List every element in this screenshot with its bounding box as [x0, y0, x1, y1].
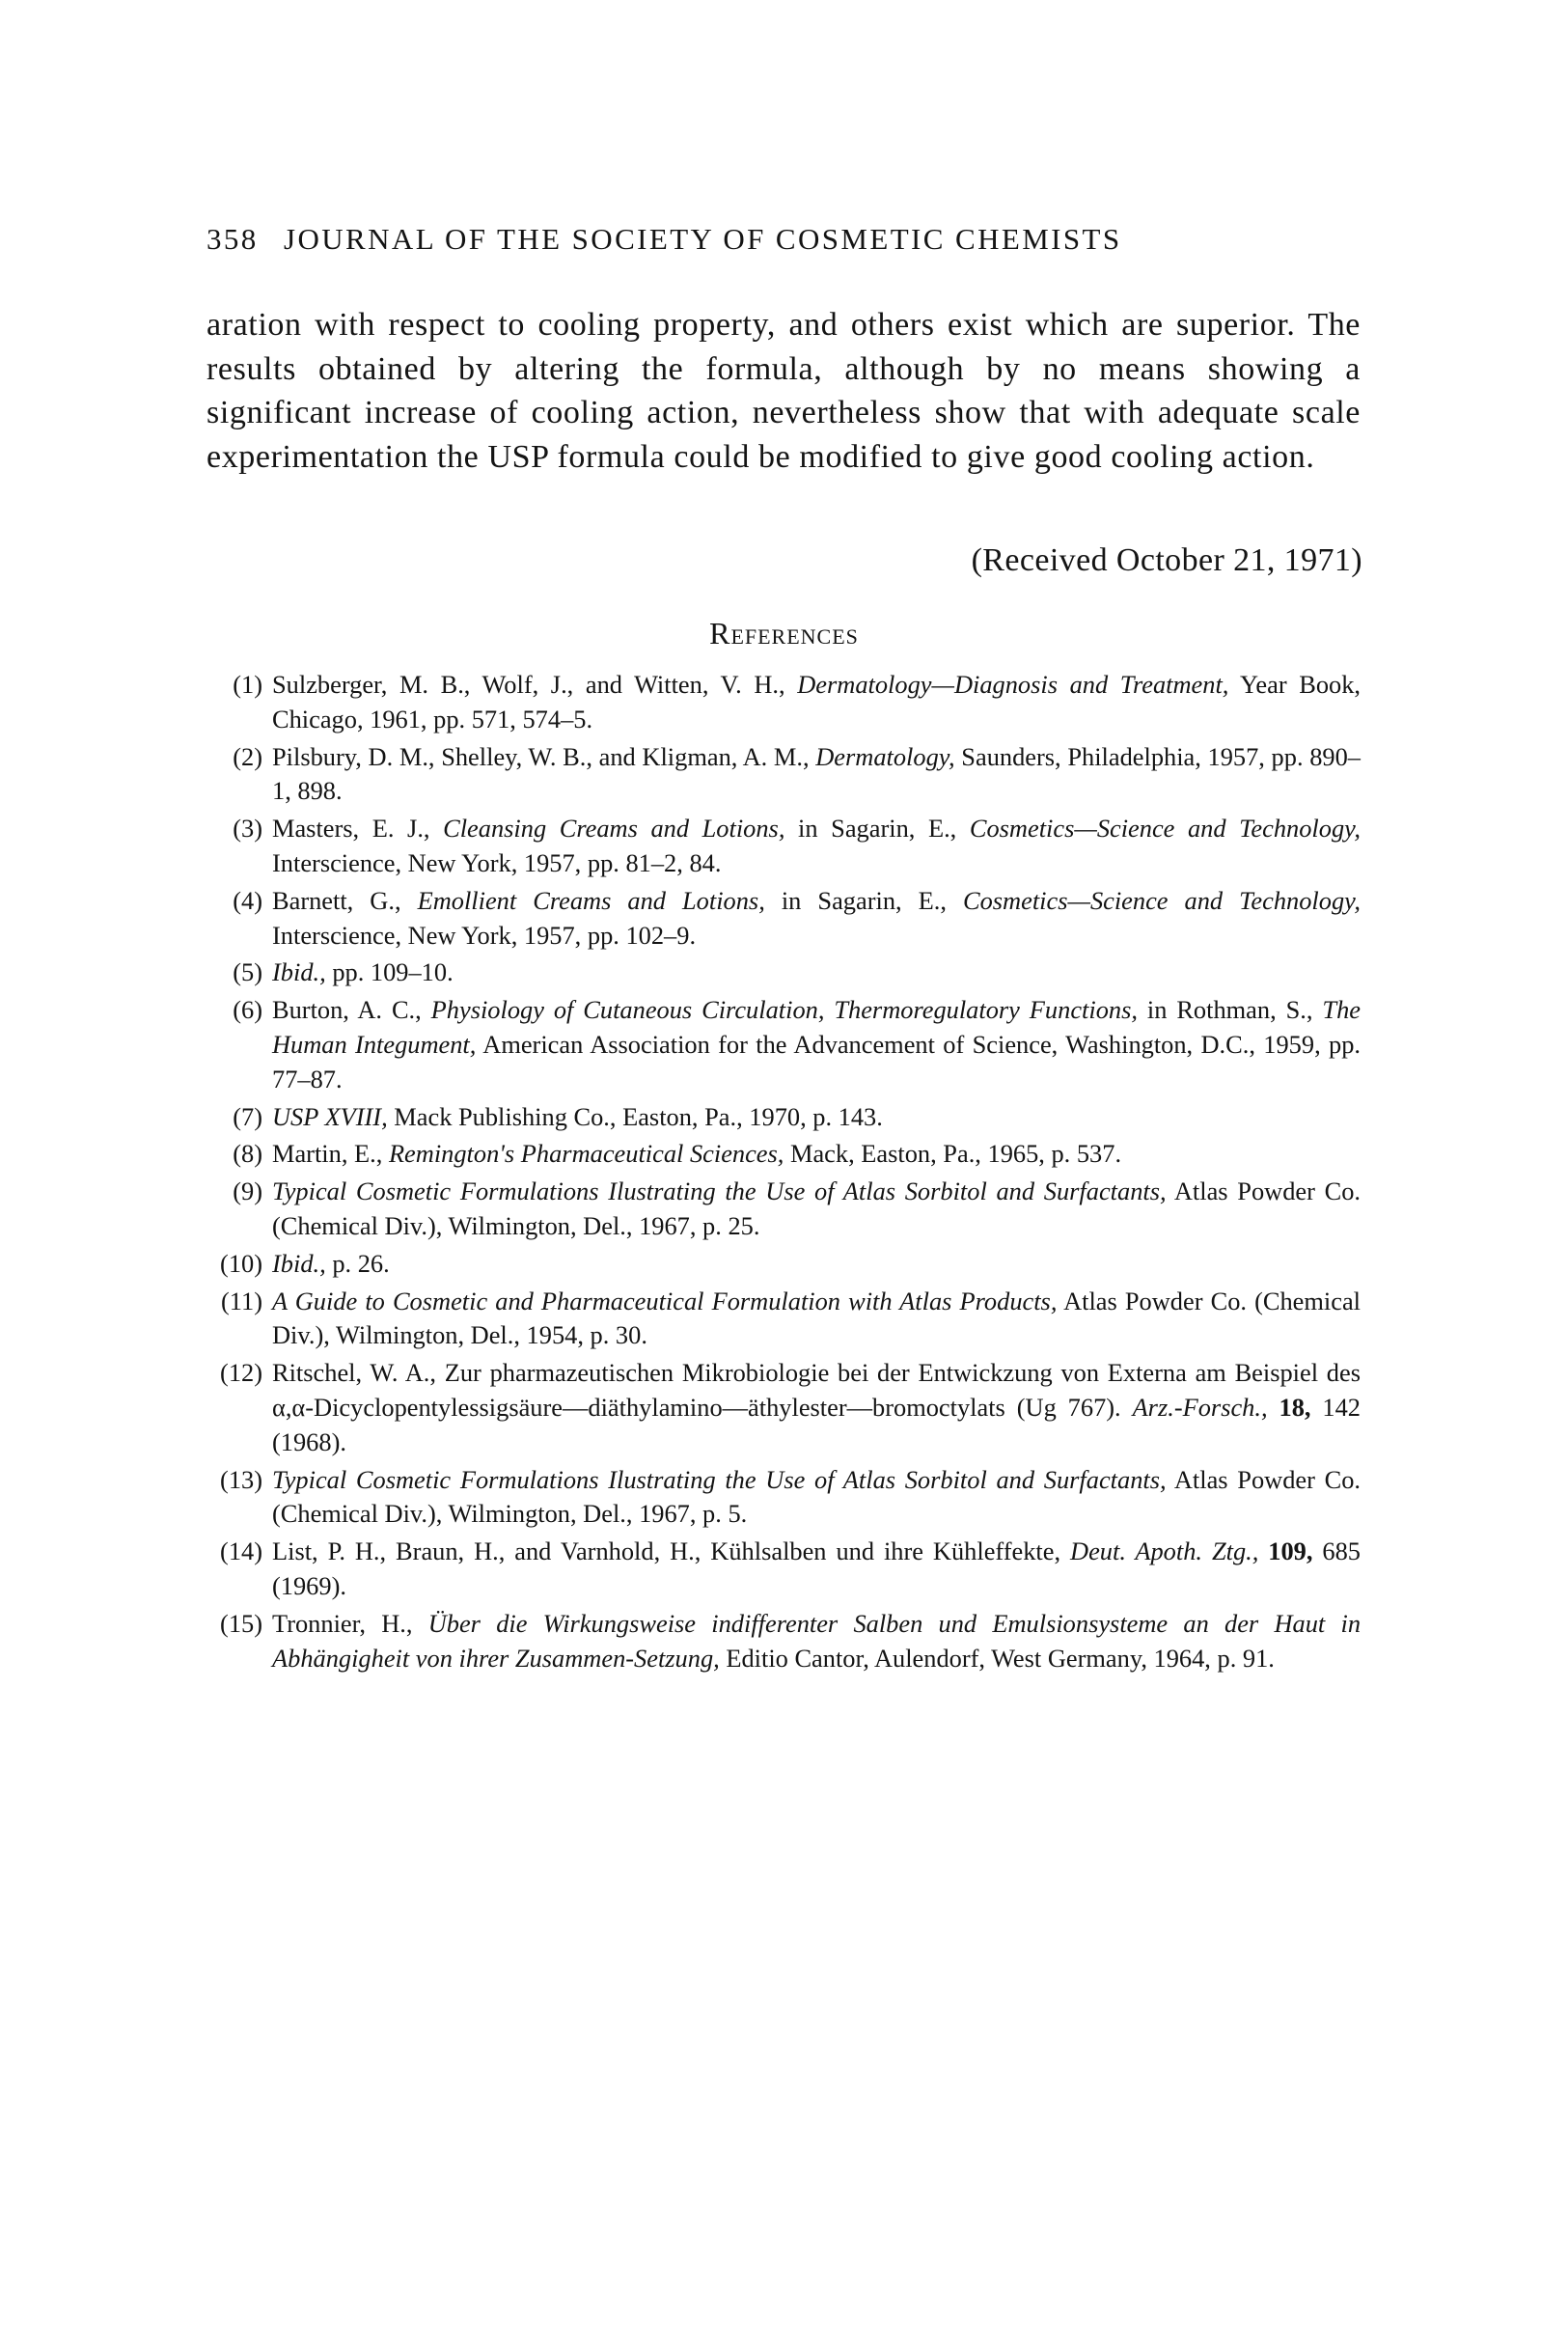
reference-item [206, 1247, 1361, 1282]
reference-title: Remington's Pharmaceutical Sciences, [388, 1139, 784, 1169]
reference-text: Martin, E., [272, 1139, 389, 1169]
reference-title: Cleansing Creams and Lotions, [443, 814, 785, 844]
reference-item [206, 1175, 1361, 1244]
reference-title: Dermatology, [815, 741, 955, 771]
reference-number: (7) [233, 1101, 262, 1131]
reference-number: (14) [220, 1536, 262, 1566]
reference-volume: 18, [1279, 1392, 1311, 1422]
reference-number: (11) [221, 1286, 262, 1315]
reference-text: in Sagarin, E., [764, 885, 963, 915]
reference-text: Atlas Powder Co. (Chemical Div.), Wilmington, Del., 1954, p. 30. [272, 1286, 1361, 1350]
reference-item [206, 1535, 1361, 1604]
reference-text: Saunders, Philadelphia, 1957, pp. 890–1, 898. [272, 741, 1361, 806]
reference-text: Year Book, Chicago, 1961, pp. 571, 574–5. [272, 670, 1362, 733]
reference-number: (6) [233, 995, 262, 1025]
reference-text: List, P. H., Braun, H., and Varnhold, H., Kühlsalben und ihre Kühleffekte, [272, 1536, 1071, 1566]
reference-text: in Sagarin, E., [784, 814, 970, 844]
reference-title: Arz.-Forsch., [1132, 1392, 1268, 1422]
received-date: (Received October 21, 1971) [971, 542, 1362, 578]
reference-text: in Rothman, S., [1137, 995, 1323, 1025]
reference-item [206, 993, 1361, 1096]
reference-number: (3) [233, 814, 262, 844]
reference-number: (9) [233, 1176, 262, 1206]
body-paragraph: aration with respect to cooling property, and others exist which are superior. The results obtained by altering the formula, although by no means showing a significant increase of cooling action, nevertheless show that with adequate scale experimentation the USP formula could be modified to give good cooling action. [206, 307, 1361, 475]
reference-text [1258, 1536, 1268, 1565]
journal-title: JOURNAL OF THE SOCIETY OF COSMETIC CHEMISTS [284, 222, 1122, 256]
reference-title: A Guide to Cosmetic and Pharmaceutical Formulation with Atlas Products, [272, 1286, 1058, 1315]
running-header [206, 220, 1364, 259]
reference-text: Mack Publishing Co., Easton, Pa., 1970, p. 143. [387, 1101, 883, 1131]
reference-item [206, 812, 1361, 881]
reference-number: (10) [220, 1248, 262, 1278]
reference-item [206, 955, 1361, 990]
reference-number: (15) [220, 1608, 262, 1638]
reference-item [206, 1100, 1361, 1135]
reference-text: Tronnier, H., [272, 1608, 428, 1638]
reference-text: Masters, E. J., [272, 814, 444, 844]
reference-text: 685 (1969). [272, 1536, 1361, 1600]
reference-text: Interscience, New York, 1957, pp. 102–9. [272, 920, 697, 950]
reference-text: Interscience, New York, 1957, pp. 81–2, 84. [272, 847, 722, 877]
reference-title: USP XVIII, [272, 1101, 388, 1131]
reference-number: (5) [233, 957, 262, 987]
reference-title: Cosmetics—Science and Technology, [962, 885, 1361, 915]
reference-item [206, 740, 1361, 810]
references-list [206, 668, 1361, 1678]
reference-title: Cosmetics—Science and Technology, [969, 814, 1361, 844]
reference-text: pp. 109–10. [325, 957, 454, 987]
reference-title: Physiology of Cutaneous Circulation, Thermoregulatory Functions, [430, 995, 1138, 1025]
reference-title: Typical Cosmetic Formulations Ilustrating the Use of Atlas Sorbitol and Surfactants, [272, 1464, 1167, 1494]
reference-text: Barnett, G., [272, 885, 418, 915]
reference-text: p. 26. [325, 1248, 390, 1278]
reference-text: Atlas Powder Co. (Chemical Div.), Wilmington, Del., 1967, p. 5. [272, 1464, 1361, 1529]
reference-text: Sulzberger, M. B., Wolf, J., and Witten, V. H., [272, 670, 798, 699]
reference-title: Dermatology—Diagnosis and Treatment, [797, 670, 1229, 699]
page-number: 358 [206, 222, 259, 256]
reference-item [206, 1463, 1361, 1533]
reference-number: (4) [233, 885, 262, 915]
reference-text: Atlas Powder Co. (Chemical Div.), Wilmington, Del., 1967, p. 25. [272, 1176, 1361, 1240]
reference-title: Typical Cosmetic Formulations Ilustrating the Use of Atlas Sorbitol and Surfactants, [272, 1176, 1167, 1206]
reference-text [1268, 1393, 1279, 1422]
reference-text: Mack, Easton, Pa., 1965, p. 537. [784, 1139, 1122, 1169]
reference-text: Pilsbury, D. M., Shelley, W. B., and Kligman, A. M., [272, 741, 816, 771]
references-heading: References [709, 616, 859, 650]
reference-text: American Association for the Advancement of Science, Washington, D.C., 1959, pp. 77–87. [272, 1029, 1362, 1093]
reference-item [206, 884, 1361, 954]
reference-title: Ibid., [272, 957, 326, 987]
reference-text: Editio Cantor, Aulendorf, West Germany, 1964, p. 91. [719, 1643, 1275, 1673]
reference-title: Deut. Apoth. Ztg., [1070, 1536, 1259, 1566]
reference-text: Burton, A. C., [272, 995, 431, 1025]
reference-item [206, 668, 1361, 737]
reference-volume: 109, [1268, 1536, 1313, 1566]
reference-item [206, 1137, 1361, 1172]
reference-item [206, 1607, 1361, 1676]
reference-title: Ibid., [272, 1248, 326, 1278]
reference-title: The Human Integument, [272, 995, 1361, 1059]
reference-number: (1) [233, 670, 262, 699]
reference-title: Über die Wirkungsweise indifferenter Salben und Emulsionsysteme an der Haut in Abhängigheit von ihrer Zusammen-Setzung, [272, 1608, 1362, 1673]
reference-number: (8) [233, 1139, 262, 1169]
reference-number: (2) [233, 741, 262, 771]
reference-item [206, 1285, 1361, 1354]
reference-text: Ritschel, W. A., Zur pharmazeutischen Mikrobiologie bei der Entwickzung von Externa am Beispiel des α,α-Dicyclopentylessigsäure—diäthylamino—äthylester—bromoctylats (Ug 767). [272, 1358, 1361, 1422]
reference-item [206, 1356, 1361, 1459]
reference-number: (13) [220, 1464, 262, 1494]
reference-text: 142 (1968). [272, 1392, 1361, 1456]
reference-title: Emollient Creams and Lotions, [417, 885, 765, 915]
reference-number: (12) [220, 1358, 262, 1388]
